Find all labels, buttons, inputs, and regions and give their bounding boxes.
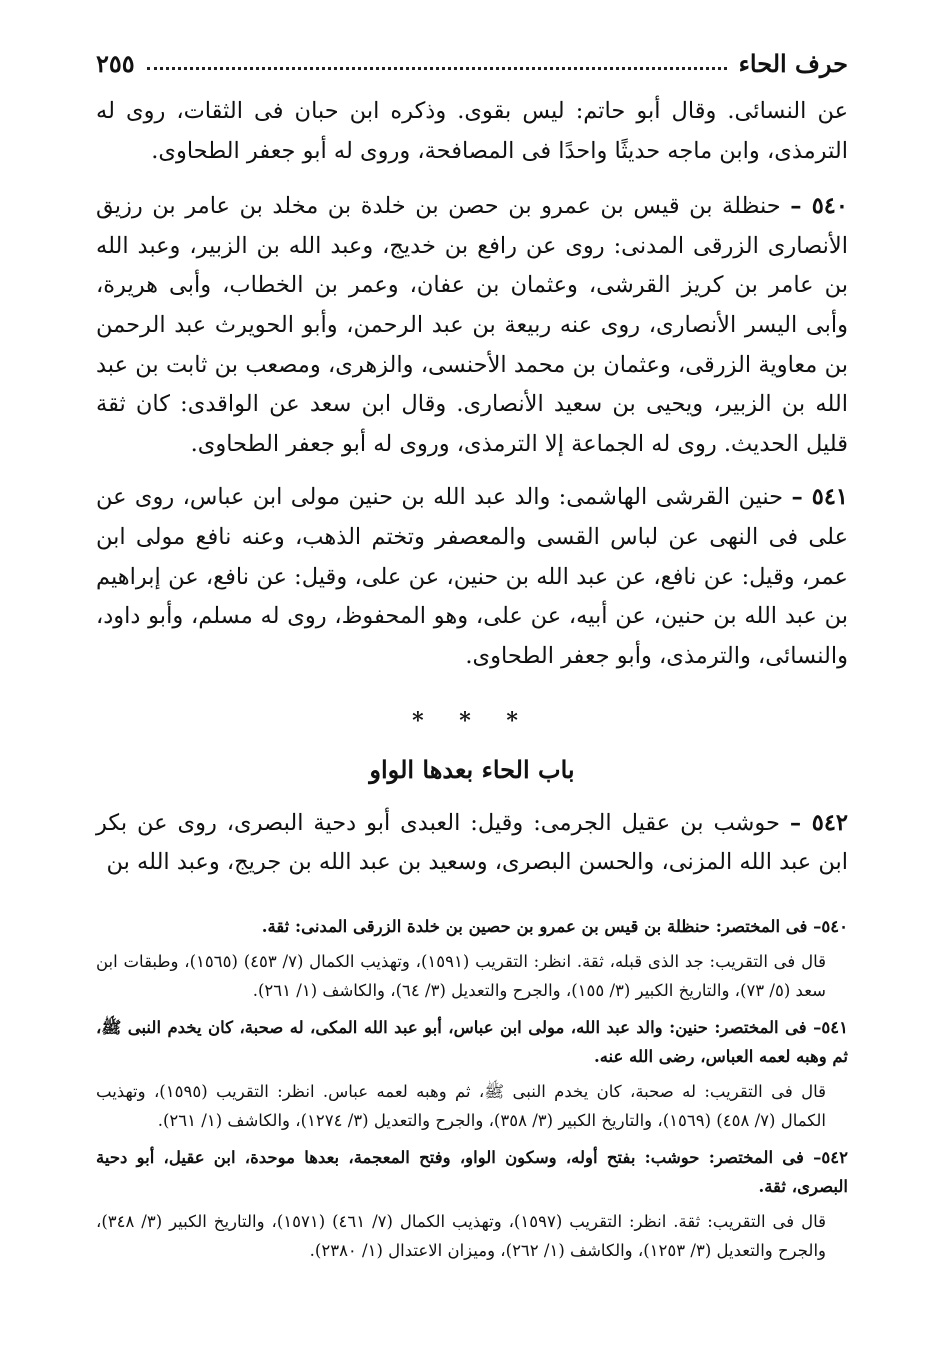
section-separator: * * * — [412, 708, 532, 735]
entry-text: حنظلة بن قيس بن عمرو بن حصن بن خلدة بن مخلد بن عامر بن رزيق الأنصارى الزرقى المدنى: روى عن رافع بن خديج، وعبد الله بن الزبير، وعبد الله بن عامر بن كريز القرشى، وعثمان بن عفان، وعمر بن الخطاب، وأبى هريرة، وأبى اليسر الأنصارى، روى عنه ربيعة بن عبد الرحمن، وأبو الحويرث عبد الرحمن بن معاوية الزرقى، وعثمان بن محمد الأحنسى، والزهرى، ومصعب بن ثابت بن عبد الله بن الزبير، ويحيى بن سعيد الأنصارى. وقال ابن سعد عن الواقدى: كان ثقة قليل الحديث. روى له الجماعة إلا الترمذى، وروى له أبو جعفر الطحاوى. — [96, 193, 849, 457]
paragraph-gap — [96, 171, 848, 187]
paragraph-gap — [96, 464, 848, 478]
page-number: ٢٥٥ — [96, 49, 135, 78]
chapter-title: باب الحاء بعدها الواو — [369, 754, 575, 784]
leader-dots — [147, 67, 727, 70]
footnotes — [96, 912, 848, 1266]
entry-542 — [96, 804, 848, 883]
entry-541 — [96, 478, 848, 676]
running-header — [96, 44, 848, 78]
entry-number: ٥٤٠ – — [790, 193, 848, 220]
footnote-542-sources: قال فى التقريب: ثقة. انظر: التقريب (١٥٩٧)، وتهذيب الكمال (٧/ ٤٦١) (١٥٧١)، والتاريخ الكبير (٣/ ٣٤٨)، والجرح والتعديل (٣/ ١٢٥٣)، والكاشف (١/ ٢٦٢)، وميزان الاعتدال (١/ ٢٣٨٠). — [96, 1211, 826, 1260]
footnote-542-summary: ٥٤٢– فى المختصر: حوشب: بفتح أوله، وسكون الواو، وفتح المعجمة، بعدها موحدة، ابن عقيل، أبو دحية البصرى، ثقة. — [96, 1147, 848, 1196]
footnote-540-summary: ٥٤٠– فى المختصر: حنظلة بن قيس بن عمرو بن حصين بن خلدة الزرقى المدنى: ثقة. — [261, 917, 848, 936]
entry-540 — [96, 187, 848, 464]
entry-number: ٥٤١ – — [791, 484, 848, 511]
footnote-541-sources: قال فى التقريب: له صحبة، كان يخدم النبى ﷺ، ثم وهبه لعمه عباس. انظر: التقريب (١٥٩٥)، وتهذيب الكمال (٧/ ٤٥٨) (١٥٦٩)، والتاريخ الكبير (٣/ ٣٥٨)، والجرح والتعديل (٣/ ١٢٧٤)، والكاشف (١/ ٢٦١). — [96, 1081, 826, 1130]
footnote-541-summary: ٥٤١– فى المختصر: حنين: والد عبد الله، مولى ابن عباس، أبو عبد الله المكى، له صحبة، كان يخدم النبى ﷺ، ثم وهبه لعمه العباس، رضى الله عنه. — [96, 1017, 848, 1066]
main-text — [96, 92, 848, 883]
continuation-paragraph: عن النسائى. وقال أبو حاتم: ليس بقوى. وذكره ابن حبان فى الثقات، روى له الترمذى، وابن ماجه حديثًا واحدًا فى المصافحة، وروى له أبو جعفر الطحاوى. — [96, 98, 848, 164]
footnote-540-sources: قال فى التقريب: جد الذى قبله، ثقة. انظر: التقريب (١٥٩١)، وتهذيب الكمال (٧/ ٤٥٣) (١٥٦٥)، وطبقات ابن سعد (٥/ ٧٣)، والتاريخ الكبير (٣/ ١٥٥)، والجرح والتعديل (٣/ ٦٤)، والكاشف (١/ ٢٦١). — [96, 951, 826, 1000]
entry-text: حنين القرشى الهاشمى: والد عبد الله بن حنين مولى ابن عباس، روى عن على فى النهى عن لباس القسى والمعصفر وتختم الذهب، وعنه نافع مولى ابن عمر، وقيل: عن نافع، عن عبد الله بن حنين، عن على، وقيل: عن نافع، عن إبراهيم بن عبد الله بن حنين، عن أبيه، عن على، وهو المحفوظ، روى له مسلم، وأبو داود، والنسائى، والترمذى، وأبو جعفر الطحاوى. — [96, 484, 848, 669]
running-title: حرف الحاء — [738, 49, 848, 78]
entry-text: حوشب بن عقيل الجرمى: وقيل: العبدى أبو دحية البصرى، روى عن بكر ابن عبد الله المزنى، والحسن البصرى، وسعيد بن عبد الله بن جريج، وعبد الله بن — [96, 809, 848, 876]
entry-number: ٥٤٢ – — [789, 809, 848, 836]
